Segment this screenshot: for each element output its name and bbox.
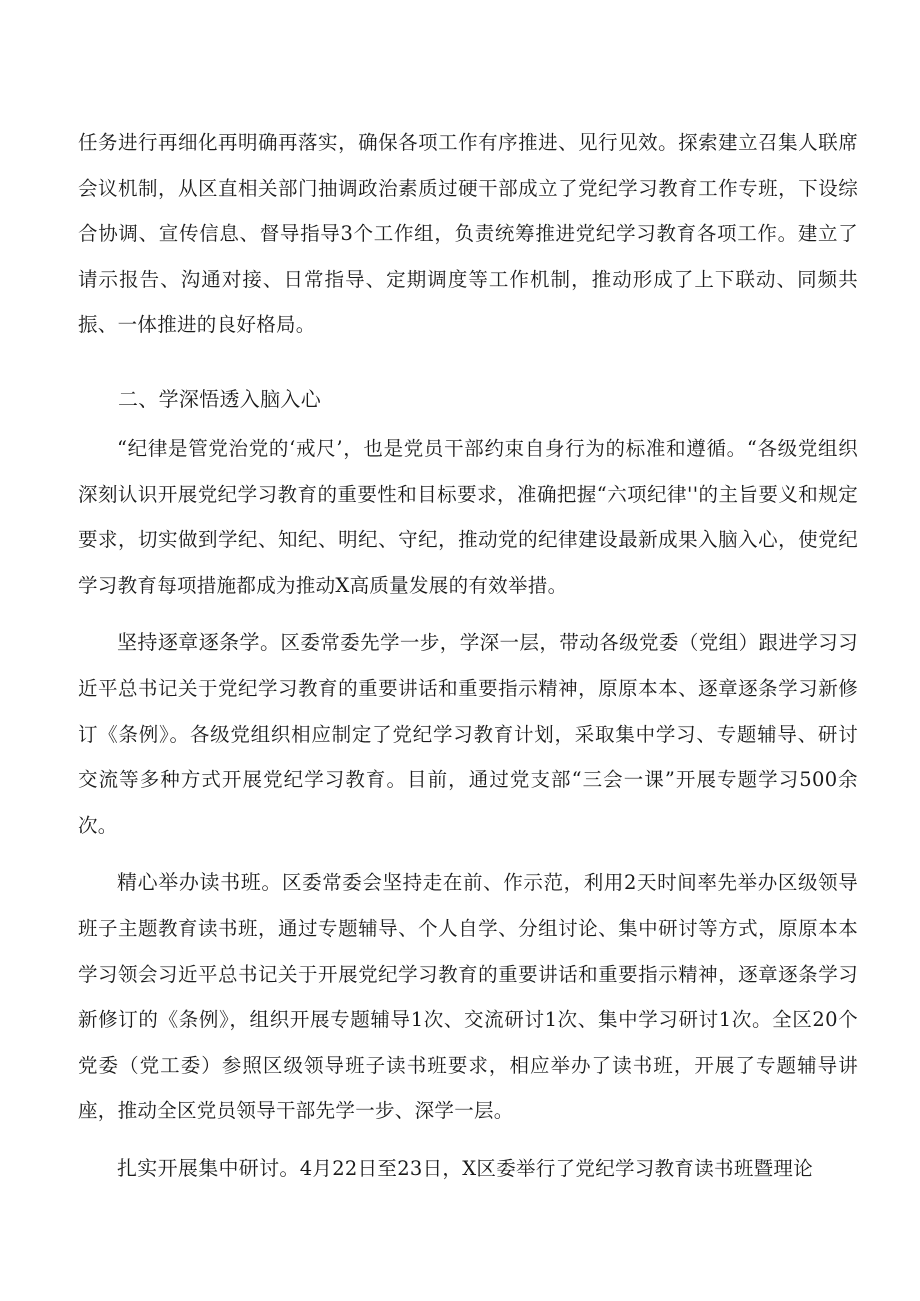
paragraph-chapter-study bbox=[78, 620, 858, 848]
paragraph-seminar bbox=[78, 1146, 858, 1192]
paragraph-work-mechanism: 任务进行再细化再明确再落实，确保各项工作有序推进、见行见效。探索建立召集人联席会议机制，从区直相关部门抽调政治素质过硬干部成立了党纪学习教育工作专班，下设综合协调、宣传信息、督导指导3个工作组，负责统筹推进党纪学习教育各项工作。建立了请示报告、沟通对接、日常指导、定期调度等工作机制，推动形成了上下联动、同频共振、一体推进的良好格局。 bbox=[78, 131, 858, 337]
paragraph-lead-reading-class: 精心举办读书班。 bbox=[117, 870, 282, 895]
paragraph-reading-class bbox=[78, 860, 858, 1134]
paragraph-lead-chapter-study: 坚持逐章逐条学。 bbox=[117, 630, 281, 655]
section-heading-2: 二、学深悟透入脑入心 bbox=[118, 386, 321, 411]
paragraph-body-chapter-study: 区委常委先学一步，学深一层，带动各级党委（党组）跟进学习习近平总书记关于党纪学习教育的重要讲话和重要指示精神，原原本本、逐章逐条学习新修订《条例》。各级党组织相应制定了党纪学习教育计划，采取集中学习、专题辅导、研讨交流等多种方式开展党纪学习教育。目前，通过党支部“三会一课”开展专题学习500余次。 bbox=[78, 631, 859, 837]
paragraph-body-reading-class: 区委常委会坚持走在前、作示范，利用2天时间率先举办区级领导班子主题教育读书班，通过专题辅导、个人自学、分组讨论、集中研讨等方式，原原本本学习领会习近平总书记关于开展党纪学习教育的重要讲话和重要指示精神，逐章逐条学习新修订的《条例》，组织开展专题辅导1次、交流研讨1次、集中学习研讨1次。全区20个党委（党工委）参照区级领导班子读书班要求，相应举办了读书班，开展了专题辅导讲座，推动全区党员领导干部先学一步、深学一层。 bbox=[78, 871, 858, 1123]
paragraph-body-seminar: 4月22日至23日，X区委举行了党纪学习教育读书班暨理论 bbox=[299, 1156, 814, 1180]
paragraph-lead-seminar: 扎实开展集中研讨。 bbox=[117, 1155, 300, 1180]
paragraph-discipline-intro: “纪律是管党治党的‘戒尺’，也是党员干部约束自身行为的标准和遵循。“各级党组织深刻认识开展党纪学习教育的重要性和目标要求，准确把握“六项纪律''的主旨要义和规定要求，切实做到学纪、知纪、明纪、守纪，推动党的纪律建设最新成果入脑入心，使党纪学习教育每项措施都成为推动X高质量发展的有效举措。 bbox=[78, 436, 858, 597]
